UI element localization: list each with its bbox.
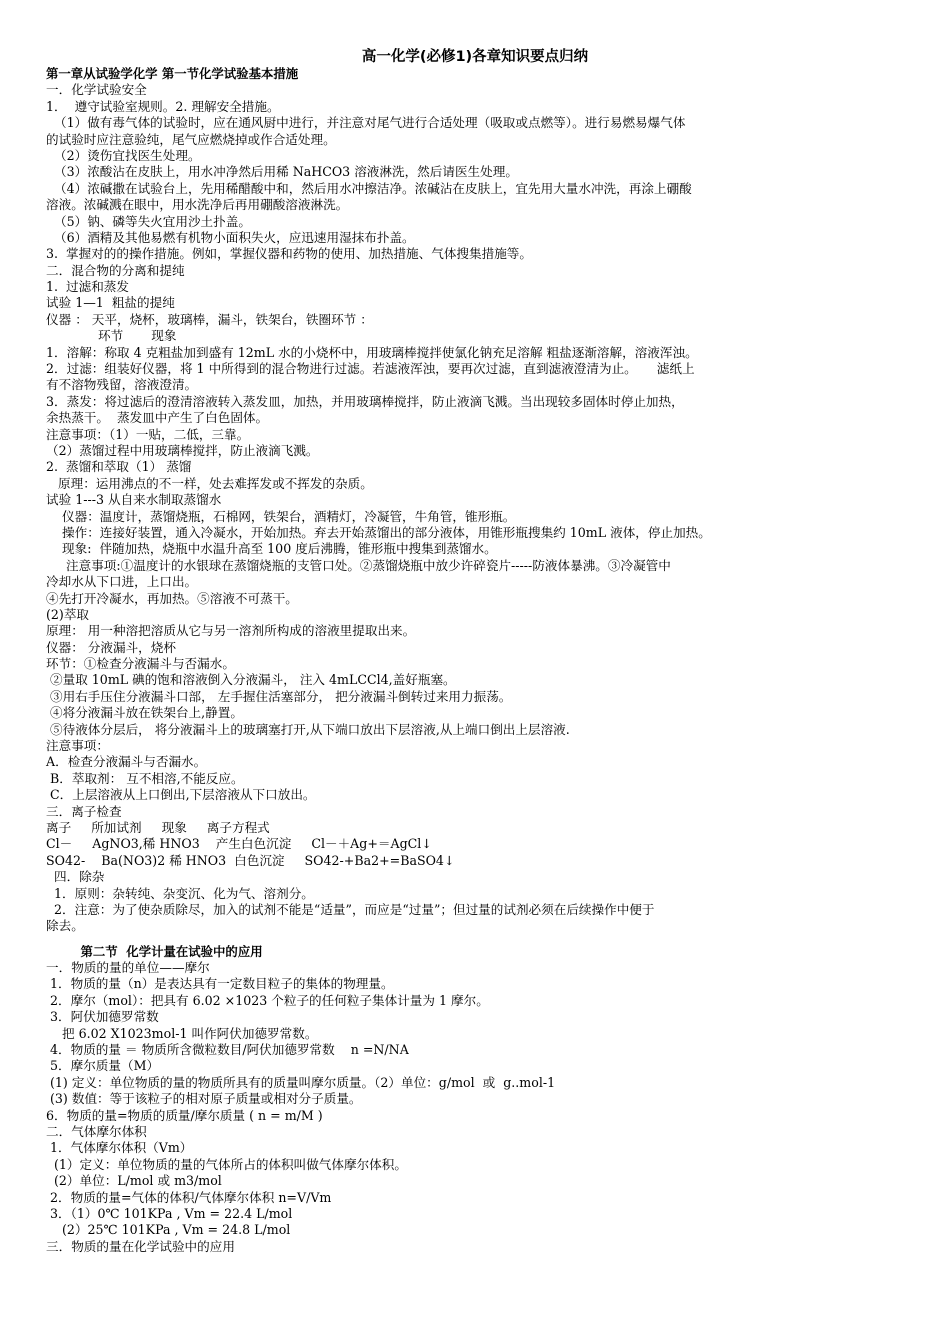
text-line: 4．物质的量 ＝ 物质所含微粒数目/阿伏加德罗常数 n =N/NA (46, 1042, 409, 1058)
text-line: 试验 1---3 从自来水制取蒸馏水 (46, 492, 222, 508)
text-line: ②量取 10mL 碘的饱和溶液倒入分液漏斗， 注入 4mLCCl4,盖好瓶塞。 (46, 672, 456, 688)
text-line: 把 6.02 X1023mol-1 叫作阿伏加德罗常数。 (46, 1025, 318, 1041)
text-line: 3．阿伏加德罗常数 (46, 1009, 159, 1025)
text-line: （5）钠、磷等失火宜用沙土扑盖。 (46, 213, 251, 229)
text-line: ④先打开冷凝水，再加热。⑤溶液不可蒸干。 (46, 590, 298, 606)
text-line: 6．物质的量=物质的质量/摩尔质量 ( n = m/M ) (46, 1107, 323, 1123)
text-line: 2．注意：为了使杂质除尽，加入的试剂不能是“适量”，而应是“过量”；但过量的试剂必须在后续操作中便于 (46, 901, 655, 917)
text-line: 二．气体摩尔体积 (46, 1124, 147, 1139)
text-line: (1）定义：单位物质的量的气体所占的体积叫做气体摩尔体积。 (46, 1156, 407, 1172)
text-line: 有不溶物残留，溶液澄清。 (46, 377, 198, 393)
text-line: 2．摩尔（mol）：把具有 6.02 ×1023 个粒子的任何粒子集体计量为 1 摩尔。 (46, 992, 489, 1008)
text-line: 的试验时应注意验纯，尾气应燃烧掉或作合适处理。 (46, 131, 336, 147)
text-line: 2. 蒸馏和萃取（1） 蒸馏 (46, 459, 192, 475)
text-line: 操作：连接好装置，通入冷凝水，开始加热。弃去开始蒸馏出的部分液体，用锥形瓶搜集约 10mL 液体，停止加热。 (46, 524, 711, 540)
text-line: 一．化学试验安全 (46, 82, 147, 98)
text-line: 1．气体摩尔体积（Vm） (46, 1140, 193, 1156)
text-line: ④将分液漏斗放在铁架台上,静置。 (46, 705, 243, 721)
text-line: 离子 所加试剂 现象 离子方程式 (46, 819, 270, 835)
text-line: 仪器 ： 天平，烧杯，玻璃棒，漏斗，铁架台，铁圈环节 ： (46, 311, 373, 327)
text-line: 3．蒸发：将过滤后的澄清溶液转入蒸发皿，加热，并用玻璃棒搅拌，防止液滴飞溅。当出现较多固体时停止加热， (46, 393, 684, 409)
text-line: （4）浓碱撒在试验台上，先用稀醋酸中和，然后用水冲擦洁净。浓碱沾在皮肤上，宜先用大量水冲洗，再涂上硼酸 (46, 180, 692, 196)
text-line: C．上层溶液从上口倒出,下层溶液从下口放出。 (46, 787, 316, 803)
text-line: 1． 遵守试验室规则。2. 理解安全措施。 (46, 98, 280, 114)
text-line: 2．物质的量=气体的体积/气体摩尔体积 n=V/Vm (46, 1189, 332, 1205)
text-line: 原理：运用沸点的不一样，处去难挥发或不挥发的杂质。 (46, 475, 373, 491)
text-line: 环节 现象 (46, 328, 177, 344)
section-heading: 第二节 化学计量在试验中的应用 (46, 943, 263, 959)
text-line: （2）蒸馏过程中用玻璃棒搅拌，防止液滴飞溅。 (46, 442, 319, 458)
text-line: Cl－ AgNO3,稀 HNO3 产生白色沉淀 Cl－＋Ag+＝AgCl↓ (46, 836, 432, 852)
text-line: 5．摩尔质量（M） (46, 1058, 160, 1074)
text-line: 试验 1—1 粗盐的提纯 (46, 295, 175, 311)
text-line: B．萃取剂： 互不相溶,不能反应。 (46, 770, 244, 786)
text-line: 1．物质的量（n）是表达具有一定数目粒子的集体的物理量。 (46, 976, 394, 992)
text-line: 余热蒸干。 蒸发皿中产生了白色固体。 (46, 410, 269, 426)
text-line: 原理： 用一种溶把溶质从它与另一溶剂所构成的溶液里提取出来。 (46, 623, 416, 639)
text-line: 三．离子检查 (46, 803, 122, 819)
text-line: (3) 数值：等于该粒子的相对原子质量或相对分子质量。 (46, 1091, 362, 1107)
text-line: SO42- Ba(NO3)2 稀 HNO3 白色沉淀 SO42-+Ba2+=BaSO4↓ (46, 852, 455, 868)
text-line: ⑤待液体分层后， 将分液漏斗上的玻璃塞打开,从下端口放出下层溶液,从上端口倒出上层溶液. (46, 721, 570, 737)
text-line: 注意事项:①温度计的水银球在蒸馏烧瓶的支管口处。②蒸馏烧瓶中放少许碎瓷片-----防液体暴沸。③冷凝管中 (46, 557, 671, 573)
text-line: (2）25℃ 101KPa , Vm = 24.8 L/mol (46, 1222, 291, 1238)
text-line: 仪器： 分液漏斗，烧杯 (46, 639, 176, 655)
text-line: 环节：①检查分液漏斗与否漏水。 (46, 656, 235, 672)
text-line: 1．原则：杂转纯、杂变沉、化为气、溶剂分。 (46, 885, 314, 901)
text-line: ③用右手压住分液漏斗口部， 左手握住活塞部分， 把分液漏斗倒转过来用力振荡。 (46, 688, 512, 704)
text-line: 二．混合物的分离和提纯 (46, 262, 185, 278)
text-line: 1. 过滤和蒸发 (46, 279, 129, 295)
text-line: （1）做有毒气体的试验时，应在通风厨中进行，并注意对尾气进行合适处理（吸取或点燃等）。进行易燃易爆气体 (46, 115, 686, 131)
text-line: (2）单位：L/mol 或 m3/mol (46, 1173, 222, 1189)
text-line: 三．物质的量在化学试验中的应用 (46, 1238, 235, 1254)
document-body (46, 66, 908, 1255)
section-heading: 第一章从试验学化学 第一节化学试验基本措施 (46, 66, 299, 81)
blank-line (46, 935, 908, 944)
text-line: (1) 定义：单位物质的量的物质所具有的质量叫摩尔质量。（2）单位：g/mol 或 g..mol-1 (46, 1074, 556, 1090)
text-line: 注意事项：（1）一贴，二低，三靠。 (46, 426, 250, 442)
text-line: 3. 掌握对的的操作措施。例如，掌握仪器和药物的使用、加热措施、气体搜集措施等。 (46, 246, 532, 262)
text-line: 一．物质的量的单位——摩尔 (46, 960, 210, 976)
text-line: 现象: 伴随加热，烧瓶中水温升高至 100 度后沸腾，锥形瓶中搜集到蒸馏水。 (46, 541, 497, 557)
text-line: 溶液。浓碱溅在眼中，用水洗净后再用硼酸溶液淋洗。 (46, 197, 349, 213)
text-line: （2）烫伤宜找医生处理。 (46, 147, 201, 163)
text-line: (2)萃取 (46, 606, 90, 622)
text-line: 3．（1）0℃ 101KPa , Vm = 22.4 L/mol (46, 1205, 293, 1221)
text-line: 2．过滤：组装好仪器，将 1 中所得到的混合物进行过滤。若滤液浑浊，要再次过滤，直到滤液澄清为止。 滤纸上 (46, 361, 695, 377)
text-line: 四．除杂 (46, 869, 105, 885)
text-line: （6）酒精及其他易燃有机物小面积失火，应迅速用湿抹布扑盖。 (46, 229, 415, 245)
text-line: 冷却水从下口进，上口出。 (46, 574, 198, 590)
text-line: A．检查分液漏斗与否漏水。 (46, 754, 207, 770)
text-line: 1．溶解：称取 4 克粗盐加到盛有 12mL 水的小烧杯中，用玻璃棒搅拌使氯化钠充足溶解 粗盐逐渐溶解，溶液浑浊。 (46, 344, 698, 360)
text-line: 除去。 (46, 918, 84, 934)
text-line: 仪器：温度计，蒸馏烧瓶，石棉网，铁架台，酒精灯，冷凝管，牛角管，锥形瓶。 (46, 508, 516, 524)
text-line: 注意事项： (46, 738, 109, 754)
text-line: （3）浓酸沾在皮肤上，用水冲净然后用稀 NaHCO3 溶液淋洗，然后请医生处理。 (46, 164, 518, 180)
page-title: 高一化学(必修1)各章知识要点归纳 (361, 49, 589, 65)
